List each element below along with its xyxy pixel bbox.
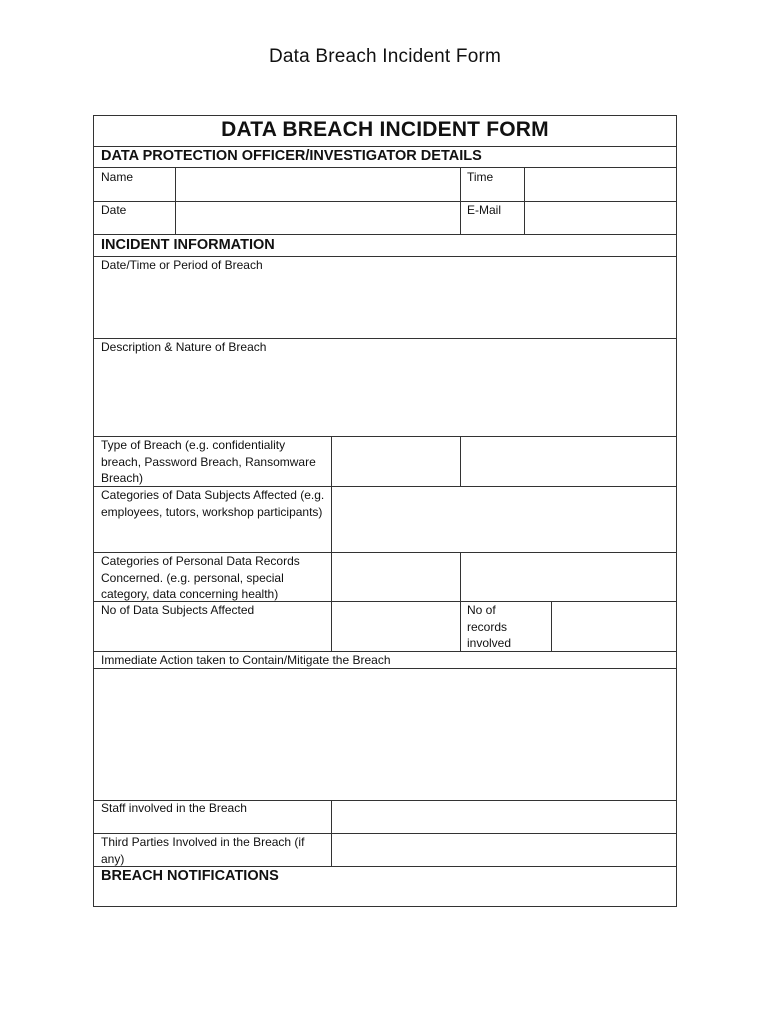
divider [175,167,176,234]
incident-form [93,115,677,907]
staff-field[interactable] [332,801,676,833]
notifications-section-heading: BREACH NOTIFICATIONS [101,868,279,884]
datetime-label: Date/Time or Period of Breach [101,258,263,272]
divider [94,234,676,235]
third-parties-field[interactable] [332,834,676,866]
divider [94,146,676,147]
form-title: DATA BREACH INCIDENT FORM [221,118,549,141]
records-field-2[interactable] [461,553,676,601]
num-subjects-label: No of Data Subjects Affected [101,603,255,617]
subjects-field[interactable] [332,487,676,552]
divider [331,436,332,651]
divider [460,552,461,651]
records-label: Categories of Personal Data Records Concerned. (e.g. personal, special category, data concerning health) [101,554,300,601]
action-field[interactable] [94,669,676,800]
divider [94,866,676,867]
divider [331,800,332,866]
type-label: Type of Breach (e.g. confidentiality breach, Password Breach, Ransomware Breach) [101,438,316,485]
email-label: E-Mail [467,203,502,217]
datetime-field[interactable] [94,274,676,338]
subjects-label: Categories of Data Subjects Affected (e.g. employees, tutors, workshop participants) [101,488,325,519]
divider [551,601,552,651]
divider [460,436,461,486]
date-field[interactable] [176,202,460,234]
divider [460,167,461,234]
incident-section-heading: INCIDENT INFORMATION [101,237,275,253]
num-subjects-field[interactable] [332,602,460,651]
page-header: Data Breach Incident Form [268,46,502,67]
action-label: Immediate Action taken to Contain/Mitigate the Breach [101,653,391,667]
name-field[interactable] [176,168,460,201]
type-field-2[interactable] [461,437,676,486]
officer-section-heading: DATA PROTECTION OFFICER/INVESTIGATOR DETAILS [101,148,482,164]
description-field[interactable] [94,356,676,436]
num-records-label: No of records involved [467,603,512,650]
name-label: Name [101,170,134,184]
divider [524,167,525,234]
staff-label: Staff involved in the Breach [101,801,247,815]
time-field[interactable] [524,168,676,201]
third-parties-label: Third Parties Involved in the Breach (if any) [101,835,305,866]
num-records-field[interactable] [552,602,676,651]
date-label: Date [101,203,127,217]
type-field-1[interactable] [332,437,460,486]
email-field[interactable] [524,202,676,234]
records-field-1[interactable] [332,553,460,601]
time-label: Time [467,170,494,184]
description-label: Description & Nature of Breach [101,340,267,354]
